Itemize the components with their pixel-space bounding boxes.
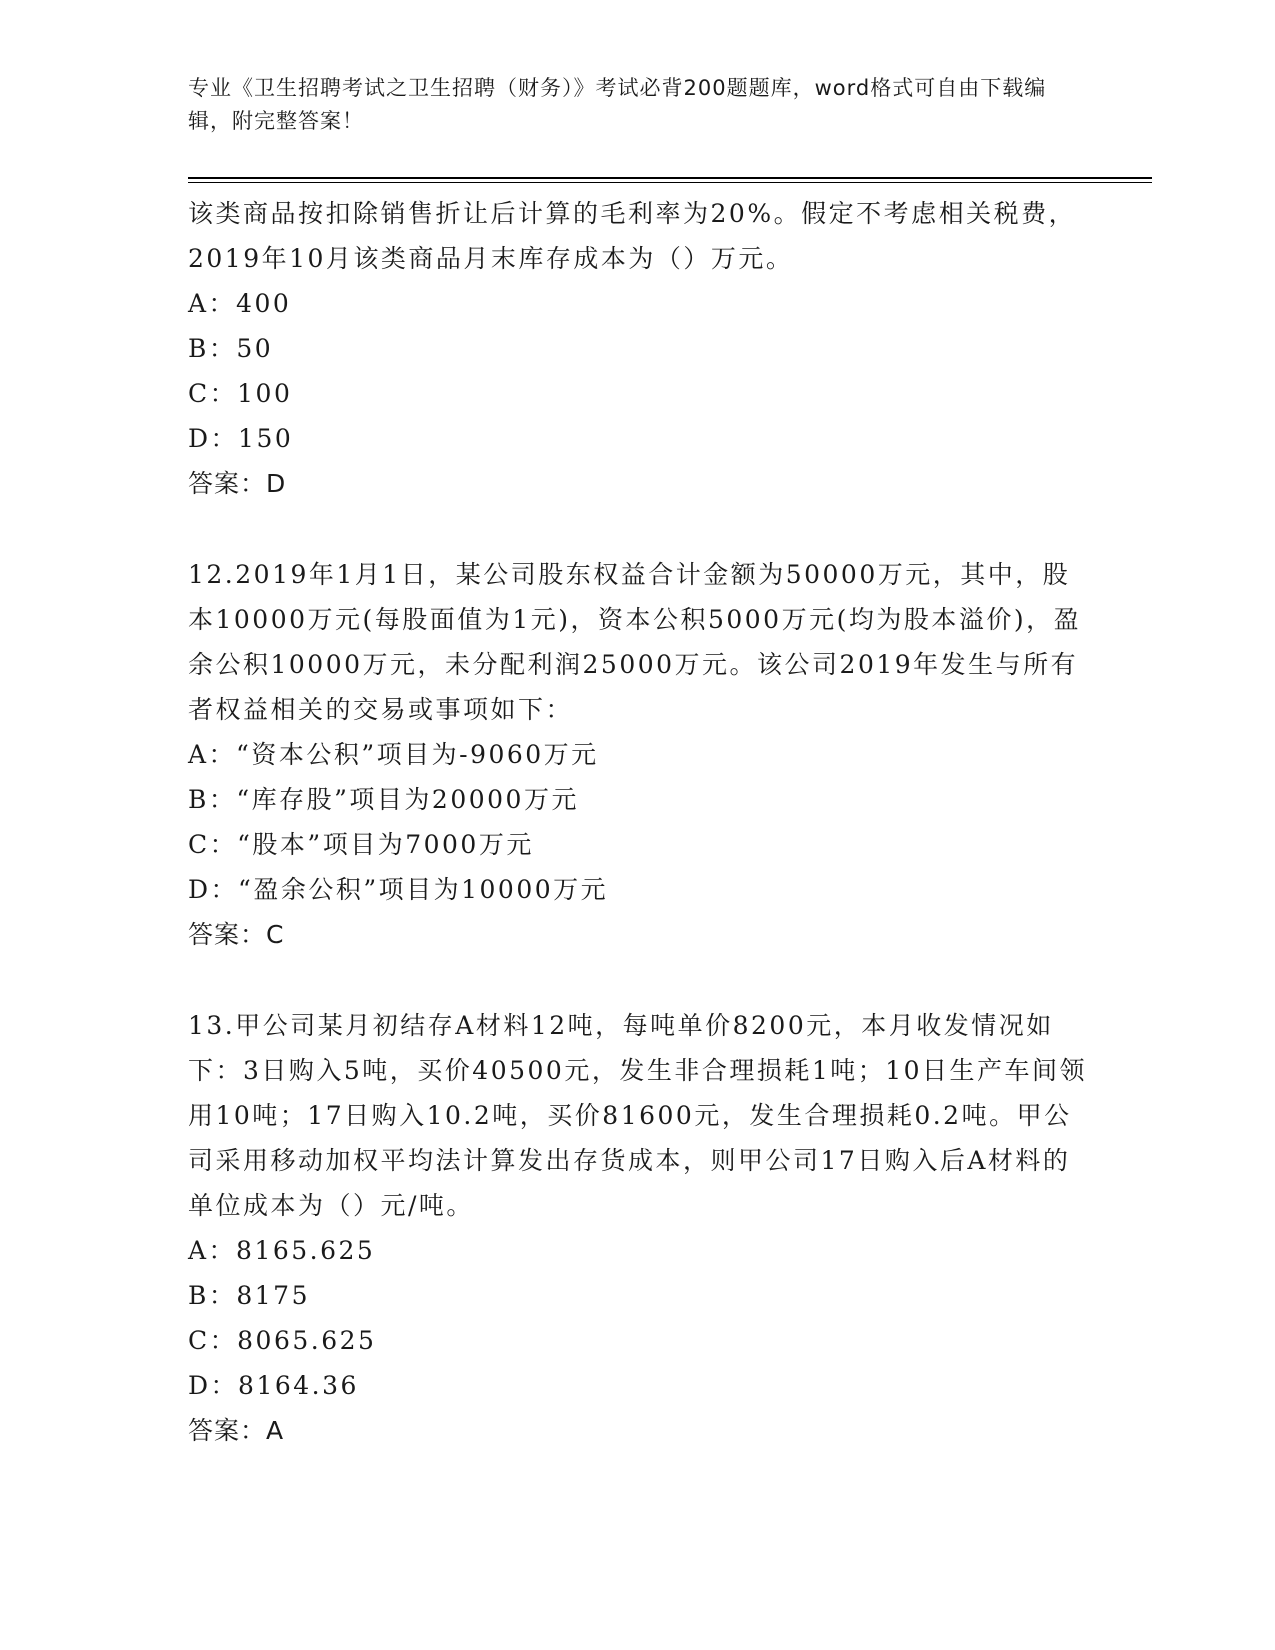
- answer: 答案：A: [188, 1416, 285, 1445]
- question-stem: 该类商品按扣除销售折让后计算的毛利率为20%。假定不考虑相关税费，2019年10月该类商品月末库存成本为（）万元。: [188, 199, 1077, 273]
- option-d: D：“盈余公积”项目为10000万元: [188, 875, 609, 904]
- header-divider-thick: [188, 177, 1152, 179]
- option-a: A：8165.625: [188, 1236, 376, 1265]
- spacer: [188, 506, 1088, 552]
- option-d: D：150: [188, 424, 294, 453]
- question-stem: 12.2019年1月1日，某公司股东权益合计金额为50000万元，其中，股本10000万元(每股面值为1元)，资本公积5000万元(均为股本溢价)，盈余公积10000万元，未分配利润25000万元。该公司2019年发生与所有者权益相关的交易或事项如下：: [188, 560, 1082, 724]
- spacer: [188, 957, 1088, 1003]
- question-list: [188, 191, 1088, 1453]
- option-c: C：“股本”项目为7000万元: [188, 830, 534, 859]
- option-a: A：“资本公积”项目为-9060万元: [188, 740, 599, 769]
- question-11: [188, 191, 1088, 506]
- option-d: D：8164.36: [188, 1371, 359, 1400]
- option-a: A：400: [188, 289, 292, 318]
- question-13: [188, 1003, 1088, 1453]
- answer: 答案：D: [188, 469, 287, 498]
- option-b: B：50: [188, 334, 274, 363]
- header-divider-thin: [188, 182, 1152, 183]
- option-c: C：8065.625: [188, 1326, 377, 1355]
- option-b: B：“库存股”项目为20000万元: [188, 785, 579, 814]
- question-12: [188, 552, 1088, 957]
- question-stem: 13.甲公司某月初结存A材料12吨，每吨单价8200元，本月收发情况如下：3日购入5吨，买价40500元，发生非合理损耗1吨；10日生产车间领用10吨；17日购入10.2吨，买价81600元，发生合理损耗0.2吨。甲公司采用移动加权平均法计算发出存货成本，则甲公司17日购入后A材料的单位成本为（）元/吨。: [188, 1011, 1088, 1220]
- option-c: C：100: [188, 379, 293, 408]
- document-header: 专业《卫生招聘考试之卫生招聘（财务）》考试必背200题题库，word格式可自由下载编辑，附完整答案！: [188, 76, 1047, 133]
- answer: 答案：C: [188, 920, 285, 949]
- option-b: B：8175: [188, 1281, 310, 1310]
